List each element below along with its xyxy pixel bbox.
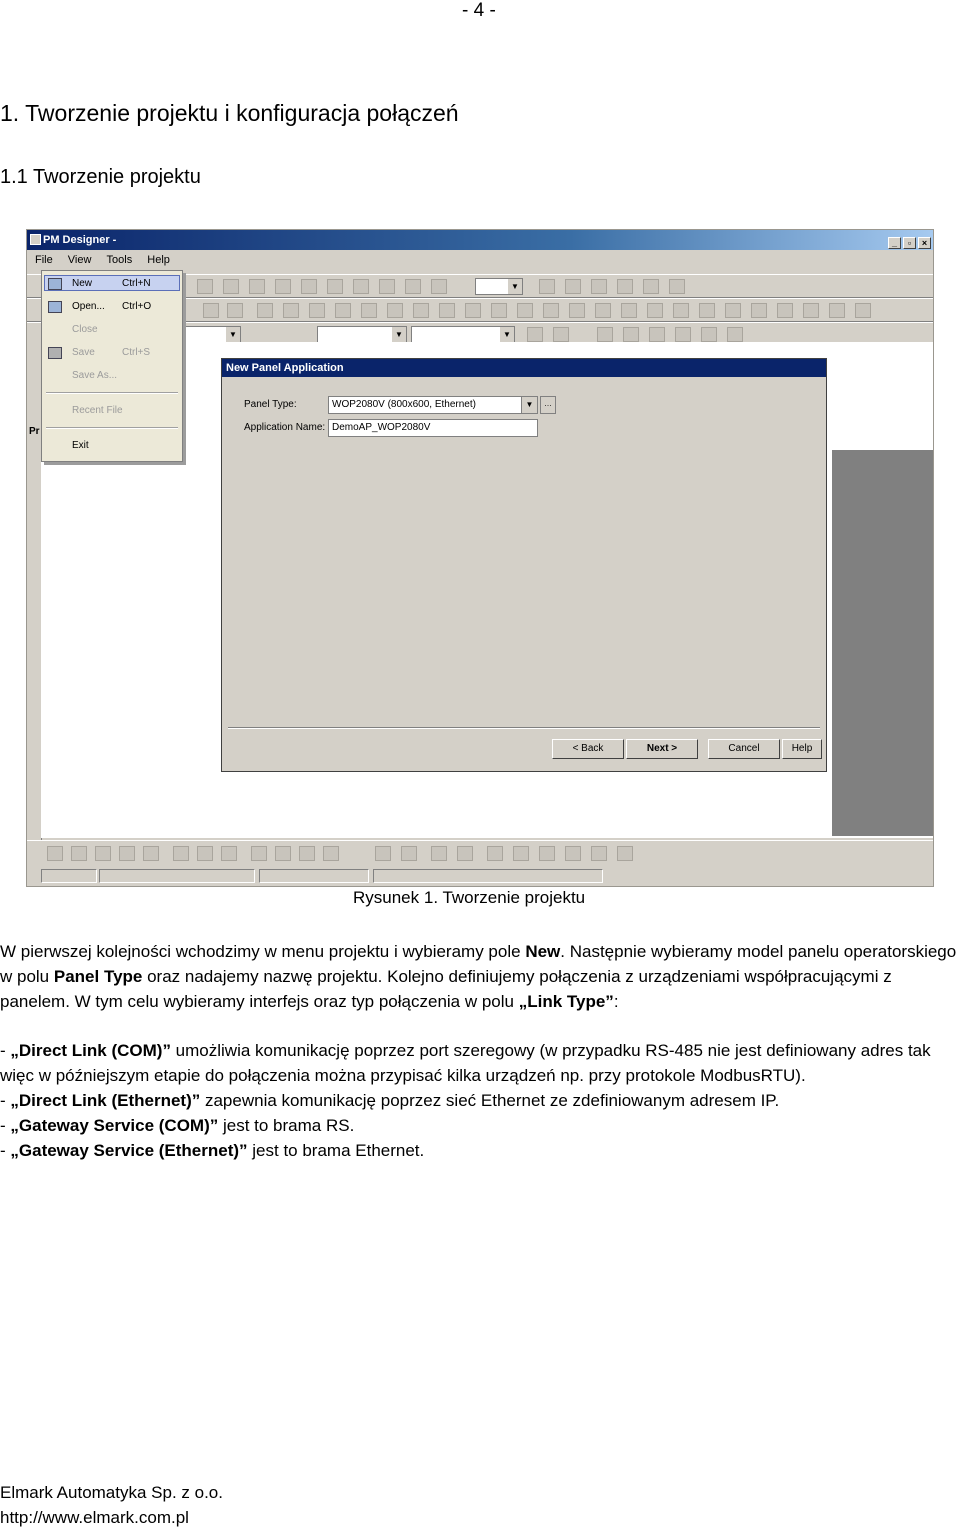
app-name-label: Application Name: (244, 422, 326, 433)
item-text: jest to brama RS. (218, 1116, 355, 1135)
menu-item-new[interactable]: New (72, 278, 93, 289)
ungroup-icon[interactable] (617, 846, 633, 861)
bar-icon[interactable] (543, 303, 559, 318)
alarm-icon[interactable] (621, 303, 637, 318)
item-prefix: - (0, 1116, 11, 1135)
window-titlebar (27, 230, 933, 250)
screenshot-figure (26, 229, 934, 887)
rect-icon[interactable] (173, 846, 189, 861)
new-file-icon (48, 278, 62, 290)
redo-icon[interactable] (223, 279, 239, 294)
page-number: - 4 - (462, 0, 496, 21)
item-text: jest to brama Ethernet. (247, 1141, 425, 1160)
intro-text: W pierwszej kolejności wchodzimy w menu projektu i wybieramy pole (0, 942, 526, 961)
list-item (0, 1113, 960, 1138)
search-icon[interactable] (353, 279, 369, 294)
intro-bold-link-type: „Link Type” (518, 992, 614, 1011)
status-pane (41, 869, 97, 883)
dialog-separator (228, 727, 820, 729)
style-select[interactable] (411, 326, 515, 343)
align-right-icon[interactable] (727, 327, 743, 342)
help-icon[interactable] (669, 279, 685, 294)
menubar (27, 250, 933, 270)
table-icon[interactable] (431, 846, 447, 861)
menu-item-close[interactable]: Close (72, 324, 98, 335)
item-prefix: - (0, 1091, 11, 1110)
lamp-icon[interactable] (439, 303, 455, 318)
intro-paragraph (0, 939, 960, 1014)
gray-pane (832, 450, 933, 836)
meter-icon[interactable] (569, 303, 585, 318)
move-icon[interactable] (335, 303, 351, 318)
eraser-icon[interactable] (829, 303, 845, 318)
line-tool-icon[interactable] (71, 846, 87, 861)
zoom-select[interactable] (475, 278, 523, 295)
text-icon[interactable] (517, 303, 533, 318)
menu-separator (46, 427, 178, 429)
dot-icon[interactable] (47, 846, 63, 861)
pointer-icon[interactable] (309, 303, 325, 318)
next-button[interactable]: Next > (626, 739, 698, 759)
status-bar (27, 866, 933, 886)
align2-icon[interactable] (431, 279, 447, 294)
vline-icon[interactable] (119, 846, 135, 861)
flip-h-icon[interactable] (623, 327, 639, 342)
footer-url[interactable]: http://www.elmark.com.pl (0, 1508, 189, 1527)
size-select[interactable] (317, 326, 407, 343)
copy-icon[interactable] (275, 279, 291, 294)
bitmap-icon[interactable] (673, 303, 689, 318)
flip-v-icon[interactable] (649, 327, 665, 342)
undo-icon[interactable] (197, 279, 213, 294)
shortcut-new: Ctrl+N (122, 278, 151, 289)
hline-icon[interactable] (95, 846, 111, 861)
item-text: umożliwia komunikację poprzez port szeregowy (w przypadku RS-485 nie jest definiowany adres tak więc w późniejszym etapie do połączenia można przypisać kilka urządzeń np. przy protokole ModbusRTU). (0, 1041, 931, 1085)
restore-icon[interactable]: ▫ (903, 237, 916, 249)
polyline-icon[interactable] (143, 846, 159, 861)
color-icon[interactable] (527, 327, 543, 342)
settings-icon[interactable] (643, 279, 659, 294)
open-folder-icon (48, 301, 62, 313)
align-icon[interactable] (405, 279, 421, 294)
rotate-icon[interactable] (597, 327, 613, 342)
status-pane (99, 869, 255, 883)
drawing-toolbar (27, 840, 933, 866)
layout-icon[interactable] (539, 279, 555, 294)
menu-view[interactable]: View (67, 254, 92, 266)
align-center-icon[interactable] (701, 327, 717, 342)
refresh-icon[interactable] (257, 303, 273, 318)
panel-type-value: WOP2080V (800x600, Ethernet) (332, 399, 476, 410)
stamp-icon[interactable] (565, 846, 581, 861)
scale-icon[interactable] (401, 846, 417, 861)
help-button[interactable]: Help (782, 739, 822, 759)
item-text: zapewnia komunikację poprzez sieć Ethernet ze zdefiniowanym adresem IP. (200, 1091, 780, 1110)
item-prefix: - (0, 1041, 11, 1060)
cancel-button[interactable]: Cancel (708, 739, 780, 759)
back-button[interactable]: < Back (552, 739, 624, 759)
menu-item-exit[interactable]: Exit (72, 440, 89, 451)
app-name-input[interactable] (328, 419, 538, 437)
circle-icon[interactable] (251, 846, 267, 861)
item-term: „Gateway Service (Ethernet)” (10, 1141, 248, 1160)
menu-highlight (44, 275, 180, 291)
shortcut-open: Ctrl+O (122, 301, 152, 312)
chevron-down-icon[interactable]: ▼ (521, 397, 537, 413)
rect2-icon[interactable] (221, 846, 237, 861)
frame-icon[interactable] (387, 303, 403, 318)
status-pane (259, 869, 369, 883)
polygon-icon[interactable] (323, 846, 339, 861)
switch-icon[interactable] (465, 303, 481, 318)
item-term: „Gateway Service (COM)” (10, 1116, 219, 1135)
app-icon (30, 234, 41, 245)
browse-button[interactable]: … (540, 396, 556, 414)
dialog-title: New Panel Application (222, 359, 826, 377)
frame2-icon[interactable] (413, 303, 429, 318)
intro-text: : (613, 992, 619, 1011)
number-icon[interactable] (491, 303, 507, 318)
intro-bold-new: New (525, 942, 561, 961)
menu-file[interactable]: File (35, 254, 53, 266)
status-pane (373, 869, 603, 883)
filled-rect-icon[interactable] (375, 846, 391, 861)
footer-company: Elmark Automatyka Sp. z o.o. (0, 1483, 223, 1502)
arrow-icon[interactable] (283, 303, 299, 318)
app-name-value: DemoAP_WOP2080V (332, 422, 431, 433)
file-menu (41, 270, 183, 462)
page-icon[interactable] (591, 279, 607, 294)
image-icon[interactable] (539, 846, 555, 861)
recipe-icon[interactable] (699, 303, 715, 318)
menu-help[interactable]: Help (147, 254, 170, 266)
pie-icon[interactable] (299, 846, 315, 861)
trend-icon[interactable] (647, 303, 663, 318)
list-item (0, 1038, 960, 1088)
menu-item-save-as[interactable]: Save As... (72, 370, 118, 381)
project-label: Pr (29, 426, 40, 437)
grid-icon[interactable] (249, 279, 265, 294)
group-icon[interactable] (591, 846, 607, 861)
arc-icon[interactable] (275, 846, 291, 861)
page2-icon[interactable] (617, 279, 633, 294)
scissors-icon[interactable] (777, 303, 793, 318)
left-panel (27, 340, 42, 840)
menu-item-save[interactable]: Save (72, 347, 95, 358)
shape2-icon[interactable] (227, 303, 243, 318)
select-icon[interactable] (361, 303, 377, 318)
clock-icon[interactable] (595, 303, 611, 318)
list-item (0, 1138, 960, 1163)
figure-caption: Rysunek 1. Tworzenie projektu (353, 888, 586, 907)
tool-icon[interactable] (327, 279, 343, 294)
close-icon[interactable]: × (918, 237, 931, 249)
panel-type-select[interactable] (328, 396, 538, 414)
layout2-icon[interactable] (565, 279, 581, 294)
intro-text: . Następnie wybieramy model panelu operatorskiego w polu (0, 942, 957, 986)
menu-tools[interactable]: Tools (106, 254, 133, 266)
new-panel-dialog (221, 358, 827, 772)
menu-item-open[interactable]: Open... (72, 301, 105, 312)
align-left-icon[interactable] (675, 327, 691, 342)
brush-icon[interactable] (513, 846, 529, 861)
intro-bold-panel-type: Panel Type (53, 967, 143, 986)
item-term: „Direct Link (Ethernet)” (10, 1091, 201, 1110)
pen-icon[interactable] (487, 846, 503, 861)
fill-icon[interactable] (553, 327, 569, 342)
menu-item-recent[interactable]: Recent File (72, 405, 123, 416)
keypad-icon[interactable] (751, 303, 767, 318)
save-icon (48, 347, 62, 359)
roundrect-icon[interactable] (197, 846, 213, 861)
shortcut-save: Ctrl+S (122, 347, 151, 358)
item-prefix: - (0, 1141, 11, 1160)
line-icon[interactable] (855, 303, 871, 318)
table2-icon[interactable] (457, 846, 473, 861)
section-heading: 1. Tworzenie projektu i konfiguracja połączeń (0, 100, 459, 126)
intro-text: oraz nadajemy nazwę projektu. Kolejno definiujemy połączenia z urządzeniami współpracującymi z panelem. W tym celu wybieramy interfejs oraz typ połączenia w polu (0, 967, 892, 1011)
paste-icon[interactable] (301, 279, 317, 294)
item-term: „Direct Link (COM)” (10, 1041, 171, 1060)
window-title: PM Designer - (43, 234, 117, 246)
subsection-heading: 1.1 Tworzenie projektu (0, 166, 201, 188)
menu-separator (46, 392, 178, 394)
panel-type-label: Panel Type: (244, 399, 297, 410)
minimize-icon[interactable]: _ (888, 237, 901, 249)
hammer-icon[interactable] (725, 303, 741, 318)
zoom-icon[interactable] (379, 279, 395, 294)
list-item (0, 1088, 960, 1113)
shape-icon[interactable] (203, 303, 219, 318)
paint-icon[interactable] (803, 303, 819, 318)
